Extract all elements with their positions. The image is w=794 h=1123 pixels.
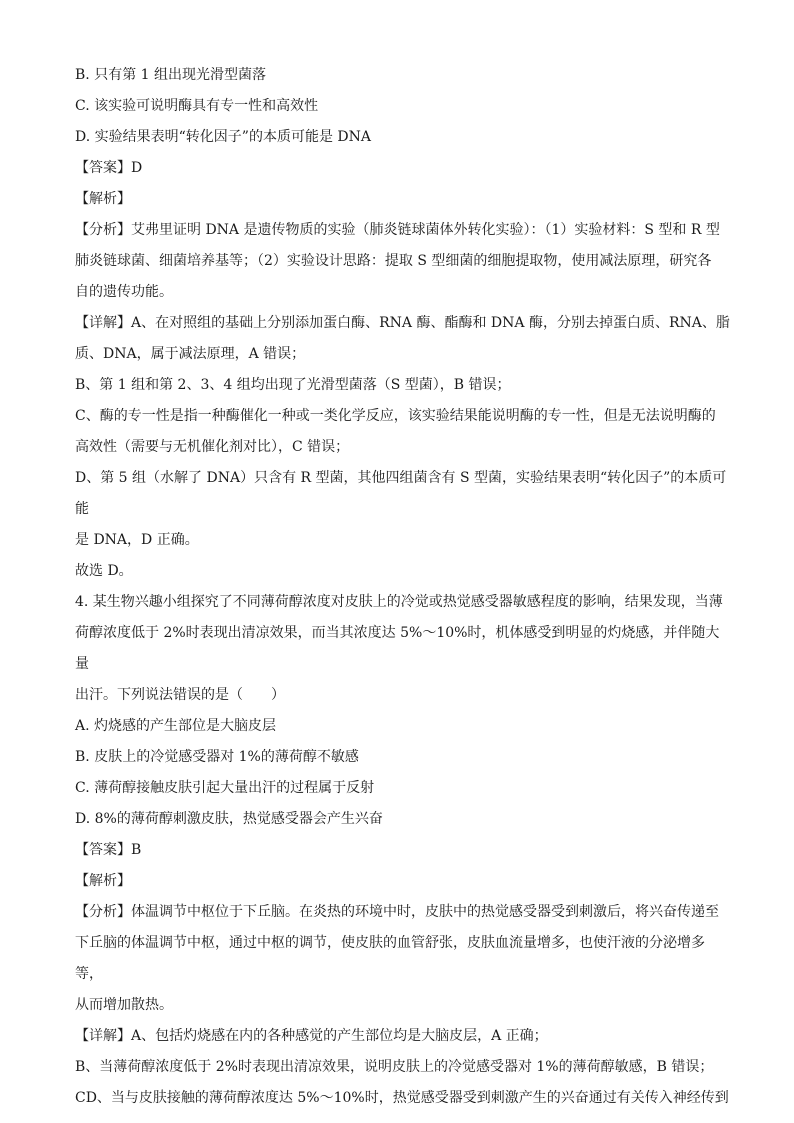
q3-fenxi-line: 【分析】艾弗里证明 DNA 是遗传物质的实验（肺炎链球菌体外转化实验）：（1）实验材料：S 型和 R 型 [75, 222, 720, 238]
q3-fenxi-line: 自的遗传功能。 [75, 284, 173, 300]
q4-xiangjie-line: CD、当与皮肤接触的薄荷醇浓度达 5%～10%时，热觉感受器受到刺激产生的兴奋通过有关传入神经传到 [75, 1090, 729, 1106]
q3-xiangjie-line: B、第 1 组和第 2、3、4 组均出现了光滑型菌落（S 型菌），B 错误； [75, 377, 511, 393]
q3-xiangjie-line: 质、DNA，属于减法原理，A 错误； [75, 346, 306, 362]
q4-stem-line: 4. 某生物兴趣小组探究了不同薄荷醇浓度对皮肤上的冷觉或热觉感受器敏感程度的影响，结果发现，当薄 [75, 594, 723, 610]
q3-xiangjie-line: 【详解】A、在对照组的基础上分别添加蛋白酶、RNA 酶、酯酶和 DNA 酶，分别去掉蛋白质、RNA、脂 [75, 315, 730, 331]
q4-fenxi-line: 下丘脑的体温调节中枢，通过中枢的调节，使皮肤的血管舒张，皮肤血流量增多，也使汗液的分泌增多等， [75, 935, 705, 982]
q4-analysis-label: 【解析】 [75, 873, 131, 889]
q3-xiangjie-line: C、酶的专一性是指一种酶催化一种或一类化学反应，该实验结果能说明酶的专一性，但是无法说明酶的 [75, 408, 716, 424]
q3-option-c: C. 该实验可说明酶具有专一性和高效性 [75, 98, 319, 114]
q3-xiangjie-line: 是 DNA，D 正确。 [75, 532, 199, 548]
q4-fenxi-line: 【分析】体温调节中枢位于下丘脑。在炎热的环境中时，皮肤中的热觉感受器受到刺激后，将兴奋传递至 [75, 904, 719, 920]
q4-fenxi-line: 从而增加散热。 [75, 997, 173, 1013]
q4-stem-line: 出汗。下列说法错误的是（ ） [75, 687, 285, 703]
q3-conclusion: 故选 D。 [75, 563, 133, 579]
q4-option-c: C. 薄荷醇接触皮肤引起大量出汗的过程属于反射 [75, 780, 375, 796]
q3-xiangjie-line: D、第 5 组（水解了 DNA）只含有 R 型菌，其他四组菌含有 S 型菌，实验结果表明“转化因子”的本质可能 [75, 470, 727, 517]
q4-option-a: A. 灼烧感的产生部位是大脑皮层 [75, 718, 277, 734]
q4-option-d: D. 8%的薄荷醇刺激皮肤，热觉感受器会产生兴奋 [75, 811, 383, 827]
q4-option-b: B. 皮肤上的冷觉感受器对 1%的薄荷醇不敏感 [75, 749, 359, 765]
q3-answer: 【答案】D [75, 160, 143, 176]
q3-option-b: B. 只有第 1 组出现光滑型菌落 [75, 67, 266, 83]
q4-answer: 【答案】B [75, 842, 142, 858]
q4-xiangjie-line: 【详解】A、包括灼烧感在内的各种感觉的产生部位均是大脑皮层，A 正确； [75, 1028, 548, 1044]
q4-xiangjie-line: B、当薄荷醇浓度低于 2%时表现出清凉效果，说明皮肤上的冷觉感受器对 1%的薄荷醇敏感，B 错误； [75, 1059, 714, 1075]
q3-analysis-label: 【解析】 [75, 191, 131, 207]
q4-stem-line: 荷醇浓度低于 2%时表现出清凉效果，而当其浓度达 5%～10%时，机体感受到明显的灼烧感，并伴随大量 [75, 625, 720, 672]
q3-fenxi-line: 肺炎链球菌、细菌培养基等；（2）实验设计思路：提取 S 型细菌的细胞提取物，使用减法原理，研究各 [75, 253, 712, 269]
q3-xiangjie-line: 高效性（需要与无机催化剂对比），C 错误； [75, 439, 350, 455]
q3-option-d: D. 实验结果表明“转化因子”的本质可能是 DNA [75, 129, 371, 145]
